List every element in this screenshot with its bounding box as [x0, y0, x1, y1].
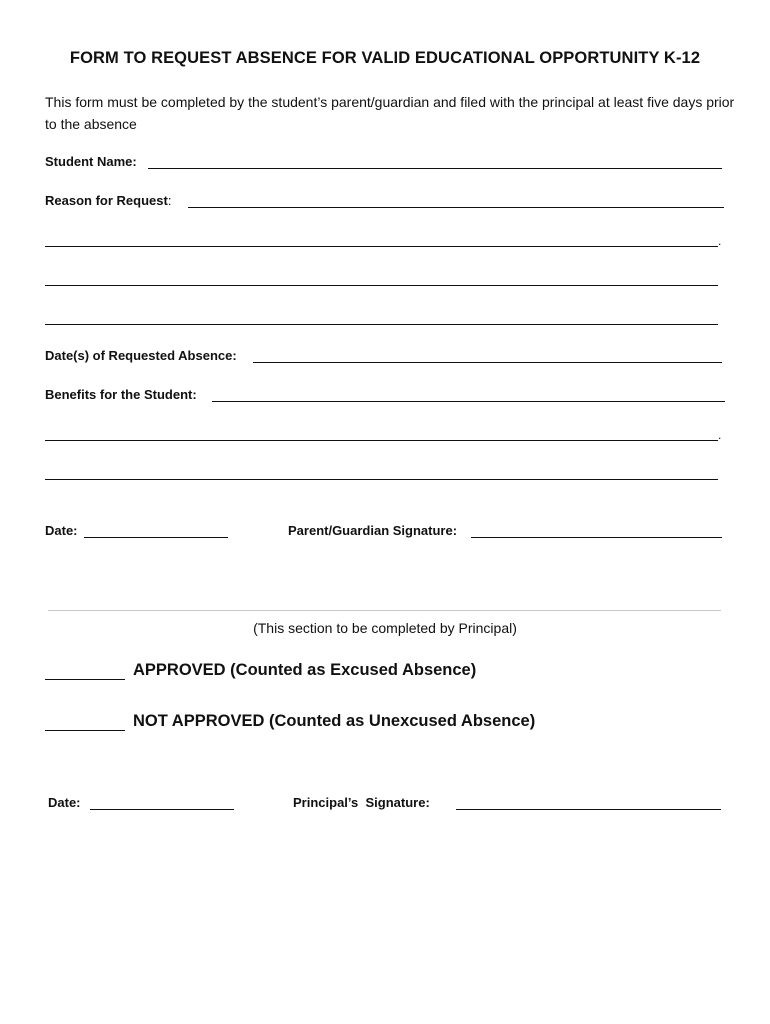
- reason-label-colon: :: [167, 193, 172, 208]
- parent-signature-label: Parent/Guardian Signature:: [288, 523, 458, 538]
- benefits-field-line-2[interactable]: [45, 440, 718, 441]
- student-name-label: Student Name:: [45, 154, 137, 169]
- section-divider: [48, 610, 721, 611]
- reason-label: [45, 193, 171, 208]
- reason-field-line-2[interactable]: [45, 246, 718, 247]
- benefits-label: Benefits for the Student:: [45, 387, 197, 402]
- reason-line-end-mark: .: [718, 234, 722, 248]
- principal-section-note: (This section to be completed by Principal): [253, 620, 517, 636]
- parent-date-label: Date:: [45, 523, 78, 538]
- reason-field-line-3[interactable]: [45, 285, 718, 286]
- approved-label: APPROVED (Counted as Excused Absence): [133, 661, 477, 679]
- parent-signature-field[interactable]: [471, 537, 722, 538]
- reason-field-line-4[interactable]: [45, 324, 718, 325]
- form-instructions: This form must be completed by the student’s parent/guardian and filed with the principal at least five days prior to the absence: [45, 94, 735, 132]
- benefits-field-line-3[interactable]: [45, 479, 718, 480]
- reason-label-text: Reason for Request: [45, 193, 168, 208]
- not-approved-checkline[interactable]: [45, 730, 125, 731]
- requested-dates-field[interactable]: [253, 362, 722, 363]
- parent-date-field[interactable]: [84, 537, 228, 538]
- not-approved-label: NOT APPROVED (Counted as Unexcused Absence): [133, 712, 536, 730]
- benefits-line-end-mark: .: [718, 428, 722, 442]
- principal-signature-field[interactable]: [456, 809, 721, 810]
- approved-checkline[interactable]: [45, 679, 125, 680]
- principal-date-label: Date:: [48, 795, 81, 810]
- principal-signature-label: Principal’s Signature:: [293, 795, 430, 810]
- student-name-field[interactable]: [148, 168, 722, 169]
- benefits-field-line-1[interactable]: [212, 401, 725, 402]
- form-title: FORM TO REQUEST ABSENCE FOR VALID EDUCATIONAL OPPORTUNITY K-12: [69, 49, 701, 67]
- requested-dates-label: Date(s) of Requested Absence:: [45, 348, 237, 363]
- principal-date-field[interactable]: [90, 809, 234, 810]
- reason-field-line-1[interactable]: [188, 207, 724, 208]
